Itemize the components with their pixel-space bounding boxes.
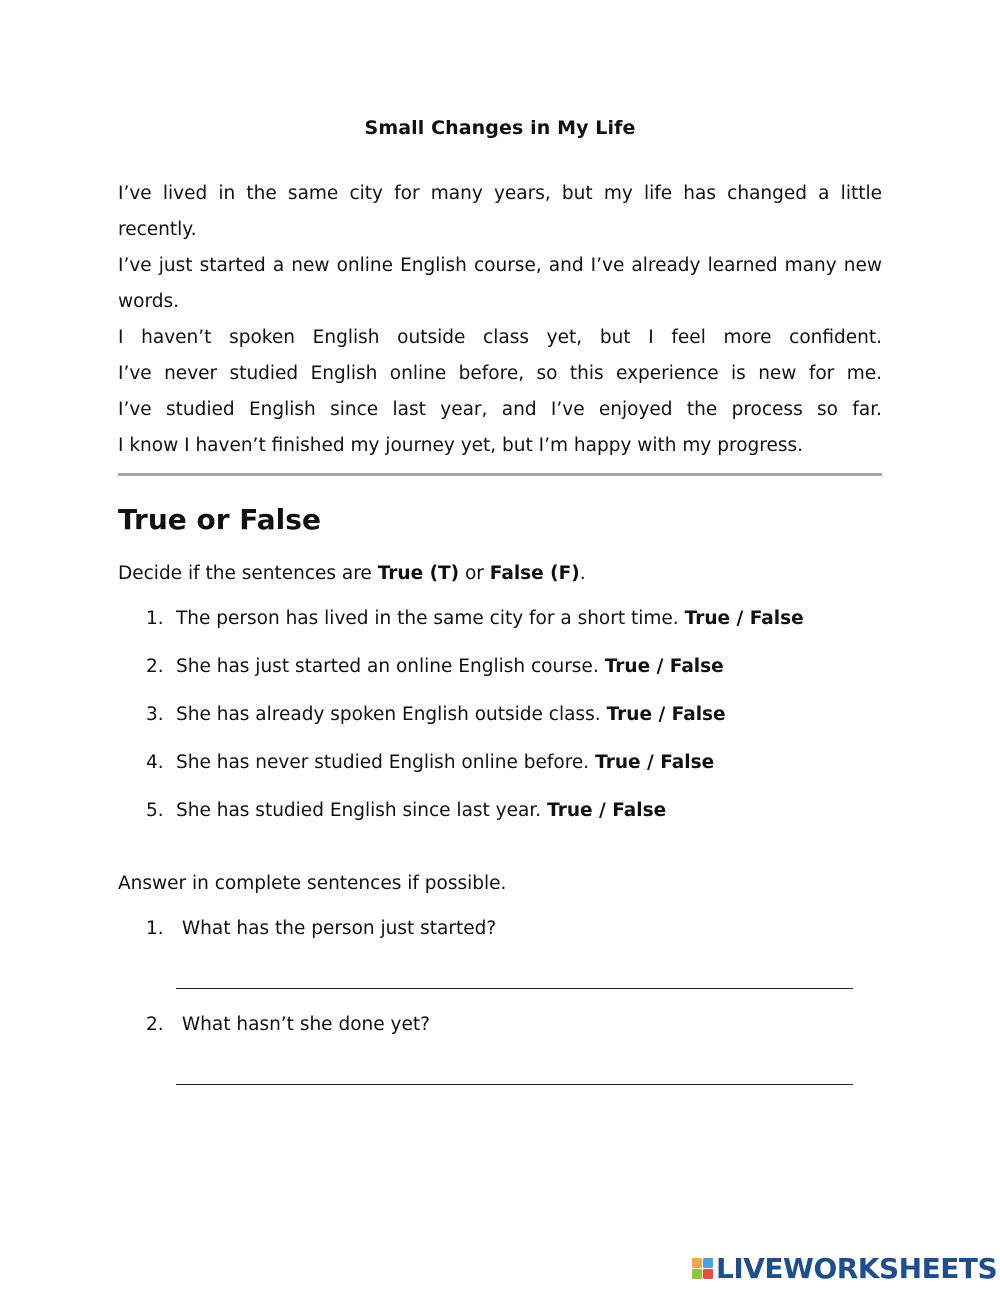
story-line: I’ve never studied English online before, so this experience is new for me. [118, 363, 882, 384]
item-number: 4. [146, 752, 164, 773]
instruction-text: Decide if the sentences are [118, 563, 378, 584]
item-number: 3. [146, 704, 164, 725]
true-false-list [146, 608, 886, 848]
tf-statement: She has studied English since last year. [176, 800, 542, 821]
item-number: 2. [146, 1014, 164, 1035]
tf-statement: She has already spoken English outside class. [176, 704, 601, 725]
tf-instruction [118, 563, 586, 584]
tf-statement: The person has lived in the same city for a short time. [176, 608, 679, 629]
tf-item [146, 608, 886, 656]
logo-mark-icon [692, 1258, 713, 1279]
answer-instruction: Answer in complete sentences if possible. [118, 873, 507, 894]
section-heading: True or False [118, 503, 321, 536]
question-text: What has the person just started? [181, 918, 497, 939]
instruction-text: . [579, 563, 586, 584]
story-line: I haven’t spoken English outside class yet, but I feel more confident. [118, 327, 882, 348]
tf-item [146, 800, 886, 848]
question-text: What hasn’t she done yet? [181, 1014, 430, 1035]
story-line: I know I haven’t finished my journey yet, but I’m happy with my progress. [118, 435, 803, 456]
question-item [146, 918, 886, 1014]
question-item [146, 1014, 886, 1110]
answer-line[interactable] [176, 1084, 853, 1085]
tf-statement: She has just started an online English course. [176, 656, 599, 677]
false-label: False (F) [489, 563, 580, 584]
true-false-choice[interactable]: True / False [606, 704, 726, 725]
true-false-choice[interactable]: True / False [547, 800, 667, 821]
story-line: I’ve just started a new online English course, and I’ve already learned many new words. [118, 255, 882, 312]
item-number: 1. [146, 918, 164, 939]
true-label: True (T) [377, 563, 460, 584]
item-number: 1. [146, 608, 164, 629]
tf-item [146, 752, 886, 800]
logo-square [692, 1258, 702, 1268]
instruction-text: or [459, 563, 490, 584]
tf-item [146, 704, 886, 752]
story-line: I’ve studied English since last year, and I’ve enjoyed the process so far. [118, 399, 882, 420]
tf-item [146, 656, 886, 704]
logo-square [703, 1258, 713, 1268]
answer-line[interactable] [176, 988, 853, 989]
item-number: 5. [146, 800, 164, 821]
true-false-choice[interactable]: True / False [684, 608, 804, 629]
worksheet-title: Small Changes in My Life [364, 117, 636, 139]
true-false-choice[interactable]: True / False [604, 656, 724, 677]
tf-statement: She has never studied English online before. [176, 752, 590, 773]
logo-text: LIVEWORKSHEETS [716, 1252, 998, 1285]
story-line: I’ve lived in the same city for many years, but my life has changed a little recently. [118, 183, 882, 240]
liveworksheets-logo [692, 1252, 997, 1285]
section-divider [118, 473, 882, 476]
question-list [146, 918, 886, 1110]
true-false-choice[interactable]: True / False [595, 752, 715, 773]
story-text [118, 176, 882, 464]
logo-square [692, 1269, 702, 1279]
logo-square [703, 1269, 713, 1279]
item-number: 2. [146, 656, 164, 677]
